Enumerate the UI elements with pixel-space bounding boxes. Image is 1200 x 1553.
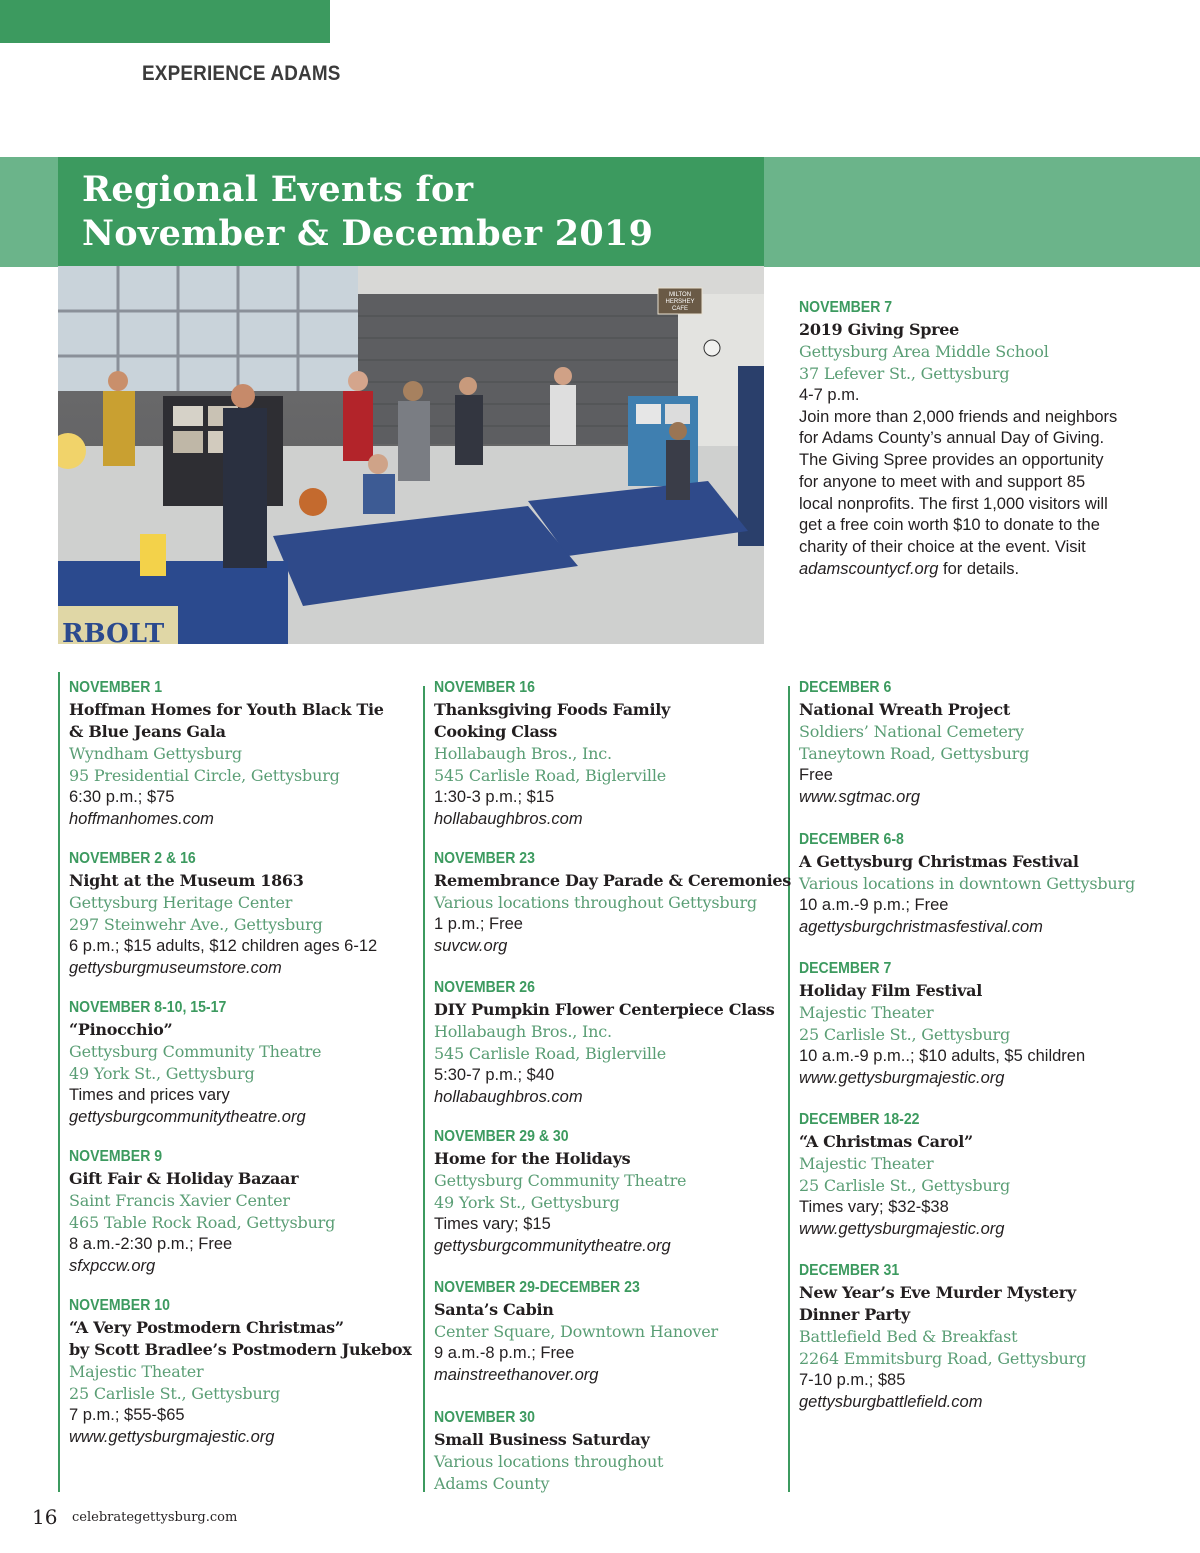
event-title	[69, 1317, 412, 1361]
event-listing	[799, 1109, 1010, 1240]
event-time-price: 6:30 p.m.; $75	[69, 788, 175, 806]
event-listing	[69, 997, 321, 1128]
cafe-sign-line-1: MILTON	[668, 292, 692, 298]
event-venue: Various locations throughout	[434, 1452, 664, 1471]
event-address: 49 York St., Gettysburg	[69, 1064, 255, 1083]
event-venue: Saint Francis Xavier Center	[69, 1191, 290, 1210]
event-website-link[interactable]: adamscountycf.org	[799, 560, 939, 579]
event-date: DECEMBER 18-22	[799, 1111, 920, 1128]
event-venue: Hollabaugh Bros., Inc.	[434, 1022, 612, 1041]
basketball	[299, 488, 327, 516]
event-title-line: Santa’s Cabin	[434, 1300, 554, 1319]
event-address: Taneytown Road, Gettysburg	[799, 744, 1030, 763]
description-line: get a free coin worth $10 to donate to the	[799, 516, 1100, 535]
event-date: NOVEMBER 30	[434, 1409, 535, 1426]
event-date: DECEMBER 6-8	[799, 831, 904, 848]
event-date: NOVEMBER 26	[434, 979, 535, 996]
event-listing	[69, 1146, 335, 1277]
description-tail: for details.	[938, 560, 1020, 579]
page-title	[82, 168, 653, 256]
event-listing	[69, 1295, 412, 1448]
event-website-link[interactable]: hollabaughbros.com	[434, 1087, 583, 1106]
event-listing	[434, 677, 670, 830]
description-line: local nonprofits. The first 1,000 visitors will	[799, 494, 1108, 513]
event-listing	[434, 848, 791, 957]
description-line: Join more than 2,000 friends and neighbors	[799, 407, 1118, 426]
column-rule-1	[58, 672, 60, 1492]
page-number: 16	[32, 1505, 58, 1529]
event-website-link[interactable]: sfxpccw.org	[69, 1256, 156, 1275]
event-photo-illustration	[58, 266, 764, 644]
event-title-line: New Year’s Eve Murder Mystery	[799, 1283, 1076, 1302]
event-title-line: DIY Pumpkin Flower Centerpiece Class	[434, 1000, 775, 1019]
event-title-line: Holiday Film Festival	[799, 981, 982, 1000]
candy-jar	[140, 534, 166, 576]
event-website-link[interactable]: hoffmanhomes.com	[69, 809, 214, 828]
event-title-line: “A Very Postmodern Christmas”	[69, 1318, 344, 1337]
event-listing	[69, 848, 377, 979]
event-venue: Majestic Theater	[799, 1003, 934, 1022]
event-venue: Gettysburg Community Theatre	[434, 1171, 687, 1190]
event-address: 37 Lefever St., Gettysburg	[799, 364, 1010, 383]
event-title-line: by Scott Bradlee’s Postmodern Jukebox	[69, 1340, 412, 1359]
event-venue: Gettysburg Heritage Center	[69, 893, 293, 912]
event-website-link[interactable]: agettysburgchristmasfestival.com	[799, 917, 1043, 936]
cafe-sign	[658, 288, 702, 314]
event-time-price: Free	[799, 766, 833, 784]
event-title	[799, 851, 1135, 873]
event-venue: Battlefield Bed & Breakfast	[799, 1327, 1018, 1346]
page-title-line-2: November & December 2019	[82, 213, 654, 254]
event-website-link[interactable]: suvcw.org	[434, 936, 508, 955]
event-venue: Soldiers’ National Cemetery	[799, 722, 1024, 741]
cafe-sign-line-3: CAFE	[671, 306, 689, 312]
description-line: The Giving Spree provides an opportunity	[799, 451, 1104, 470]
event-website-link[interactable]: gettysburgcommunitytheatre.org	[69, 1107, 306, 1126]
event-time-price: Times vary; $32-$38	[799, 1198, 949, 1216]
event-title	[69, 699, 384, 743]
page-title-line-1: Regional Events for	[82, 169, 474, 210]
event-title	[799, 1282, 1086, 1326]
description-line	[799, 559, 1117, 581]
event-venue: Majestic Theater	[799, 1154, 934, 1173]
event-address: 545 Carlisle Road, Biglerville	[434, 766, 667, 785]
event-address: Adams County	[434, 1474, 550, 1493]
event-title	[69, 1168, 335, 1190]
event-time-price: Times vary; $15	[434, 1215, 551, 1233]
event-listing	[799, 1260, 1086, 1413]
event-date: NOVEMBER 16	[434, 679, 535, 696]
event-date: NOVEMBER 10	[69, 1297, 170, 1314]
event-time-price: 7-10 p.m.; $85	[799, 1371, 906, 1389]
event-title	[799, 699, 1029, 721]
event-website-link[interactable]: hollabaughbros.com	[434, 809, 583, 828]
event-listing	[69, 677, 384, 830]
event-title-line: Small Business Saturday	[434, 1430, 650, 1449]
event-date: NOVEMBER 29-DECEMBER 23	[434, 1279, 640, 1296]
event-address: 297 Steinwehr Ave., Gettysburg	[69, 915, 323, 934]
event-date: NOVEMBER 2 & 16	[69, 850, 196, 867]
event-title	[434, 699, 670, 743]
event-venue: Gettysburg Community Theatre	[69, 1042, 322, 1061]
section-label: EXPERIENCE ADAMS	[142, 62, 341, 85]
event-time-price: 1:30-3 p.m.; $15	[434, 788, 555, 806]
event-website-link[interactable]: www.gettysburgmajestic.org	[799, 1068, 1005, 1087]
event-title-line: & Blue Jeans Gala	[69, 722, 226, 741]
event-address: 545 Carlisle Road, Biglerville	[434, 1044, 667, 1063]
event-address: 25 Carlisle St., Gettysburg	[69, 1384, 281, 1403]
event-website-link[interactable]: mainstreethanover.org	[434, 1365, 599, 1384]
table-banner-text: RBOLT	[62, 619, 165, 644]
event-title	[69, 870, 377, 892]
event-time-price: 8 a.m.-2:30 p.m.; Free	[69, 1235, 233, 1253]
cafe-sign-line-2: HERSHEY	[665, 299, 695, 305]
wall-clock	[704, 340, 720, 356]
event-title-line: Night at the Museum 1863	[69, 871, 304, 890]
event-date: NOVEMBER 29 & 30	[434, 1128, 569, 1145]
event-title-line: Cooking Class	[434, 722, 557, 741]
featured-event	[799, 297, 1117, 581]
event-title-line: Thanksgiving Foods Family	[434, 700, 670, 719]
event-listing	[799, 958, 1085, 1089]
event-photo	[58, 266, 764, 644]
event-listing	[434, 1277, 718, 1386]
event-venue: Various locations in downtown Gettysburg	[799, 874, 1135, 893]
event-address: 25 Carlisle St., Gettysburg	[799, 1025, 1011, 1044]
description-line: for anyone to meet with and support 85	[799, 472, 1086, 491]
event-venue: Various locations throughout Gettysburg	[434, 893, 757, 912]
event-title	[434, 1148, 686, 1170]
event-title	[434, 1299, 718, 1321]
event-address: 49 York St., Gettysburg	[434, 1193, 620, 1212]
event-time-price: Times and prices vary	[69, 1086, 230, 1104]
event-address: 465 Table Rock Road, Gettysburg	[69, 1213, 336, 1232]
event-date: DECEMBER 31	[799, 1262, 900, 1279]
description-line: for Adams County’s annual Day of Giving.	[799, 429, 1105, 448]
event-title	[799, 980, 1085, 1002]
event-listing	[799, 677, 1029, 808]
event-title	[434, 870, 791, 892]
event-address: 25 Carlisle St., Gettysburg	[799, 1176, 1011, 1195]
event-title-line: Remembrance Day Parade & Ceremonies	[434, 871, 791, 890]
event-listing	[799, 829, 1135, 938]
event-website-link[interactable]: www.sgtmac.org	[799, 787, 921, 806]
event-time-price: 9 a.m.-8 p.m.; Free	[434, 1344, 575, 1362]
event-title	[799, 1131, 1010, 1153]
event-website-link[interactable]: www.gettysburgmajestic.org	[69, 1427, 275, 1446]
event-title-line: A Gettysburg Christmas Festival	[799, 852, 1079, 871]
event-date: DECEMBER 6	[799, 679, 892, 696]
event-time-price: 7 p.m.; $55-$65	[69, 1406, 185, 1424]
event-website-link[interactable]: www.gettysburgmajestic.org	[799, 1219, 1005, 1238]
event-listing	[434, 1126, 686, 1257]
event-time-price: 6 p.m.; $15 adults, $12 children ages 6-12	[69, 937, 378, 955]
event-title	[434, 999, 774, 1021]
top-color-tab	[0, 0, 330, 43]
event-venue: Gettysburg Area Middle School	[799, 342, 1049, 361]
event-date: NOVEMBER 23	[434, 850, 535, 867]
event-listing	[434, 1407, 663, 1495]
event-title	[69, 1019, 321, 1041]
event-date: NOVEMBER 1	[69, 679, 163, 696]
description-line: charity of their choice at the event. Visit	[799, 538, 1086, 557]
event-venue: Majestic Theater	[69, 1362, 204, 1381]
event-venue: Center Square, Downtown Hanover	[434, 1322, 718, 1341]
event-title	[434, 1429, 663, 1451]
event-venue: Wyndham Gettysburg	[69, 744, 242, 763]
event-date: NOVEMBER 8-10, 15-17	[69, 999, 227, 1016]
event-address: 2264 Emmitsburg Road, Gettysburg	[799, 1349, 1087, 1368]
event-time-price: 5:30-7 p.m.; $40	[434, 1066, 555, 1084]
column-rule-2	[423, 686, 425, 1492]
event-description	[799, 407, 1117, 581]
event-listing	[434, 977, 774, 1108]
event-date: NOVEMBER 7	[799, 299, 893, 316]
event-venue: Hollabaugh Bros., Inc.	[434, 744, 612, 763]
event-address: 95 Presidential Circle, Gettysburg	[69, 766, 340, 785]
event-title-line: “Pinocchio”	[69, 1020, 173, 1039]
event-title-line: Hoffman Homes for Youth Black Tie	[69, 700, 384, 719]
event-time-price: 1 p.m.; Free	[434, 915, 523, 933]
event-time-price: 10 a.m.-9 p.m..; $10 adults, $5 children	[799, 1047, 1086, 1065]
event-title	[799, 319, 1117, 341]
event-time-price: 10 a.m.-9 p.m.; Free	[799, 896, 949, 914]
event-website-link[interactable]: gettysburgbattlefield.com	[799, 1392, 983, 1411]
event-title-line: National Wreath Project	[799, 700, 1010, 719]
event-title-line: Dinner Party	[799, 1305, 910, 1324]
event-date: DECEMBER 7	[799, 960, 892, 977]
event-time: 4-7 p.m.	[799, 386, 860, 404]
event-date: NOVEMBER 9	[69, 1148, 163, 1165]
event-title-line: Home for the Holidays	[434, 1149, 631, 1168]
event-website-link[interactable]: gettysburgmuseumstore.com	[69, 958, 282, 977]
event-title-line: 2019 Giving Spree	[799, 320, 960, 339]
footer-website[interactable]: celebrategettysburg.com	[72, 1510, 238, 1525]
event-title-line: Gift Fair & Holiday Bazaar	[69, 1169, 299, 1188]
event-title-line: “A Christmas Carol”	[799, 1132, 973, 1151]
event-website-link[interactable]: gettysburgcommunitytheatre.org	[434, 1236, 671, 1255]
column-rule-3	[788, 686, 790, 1492]
